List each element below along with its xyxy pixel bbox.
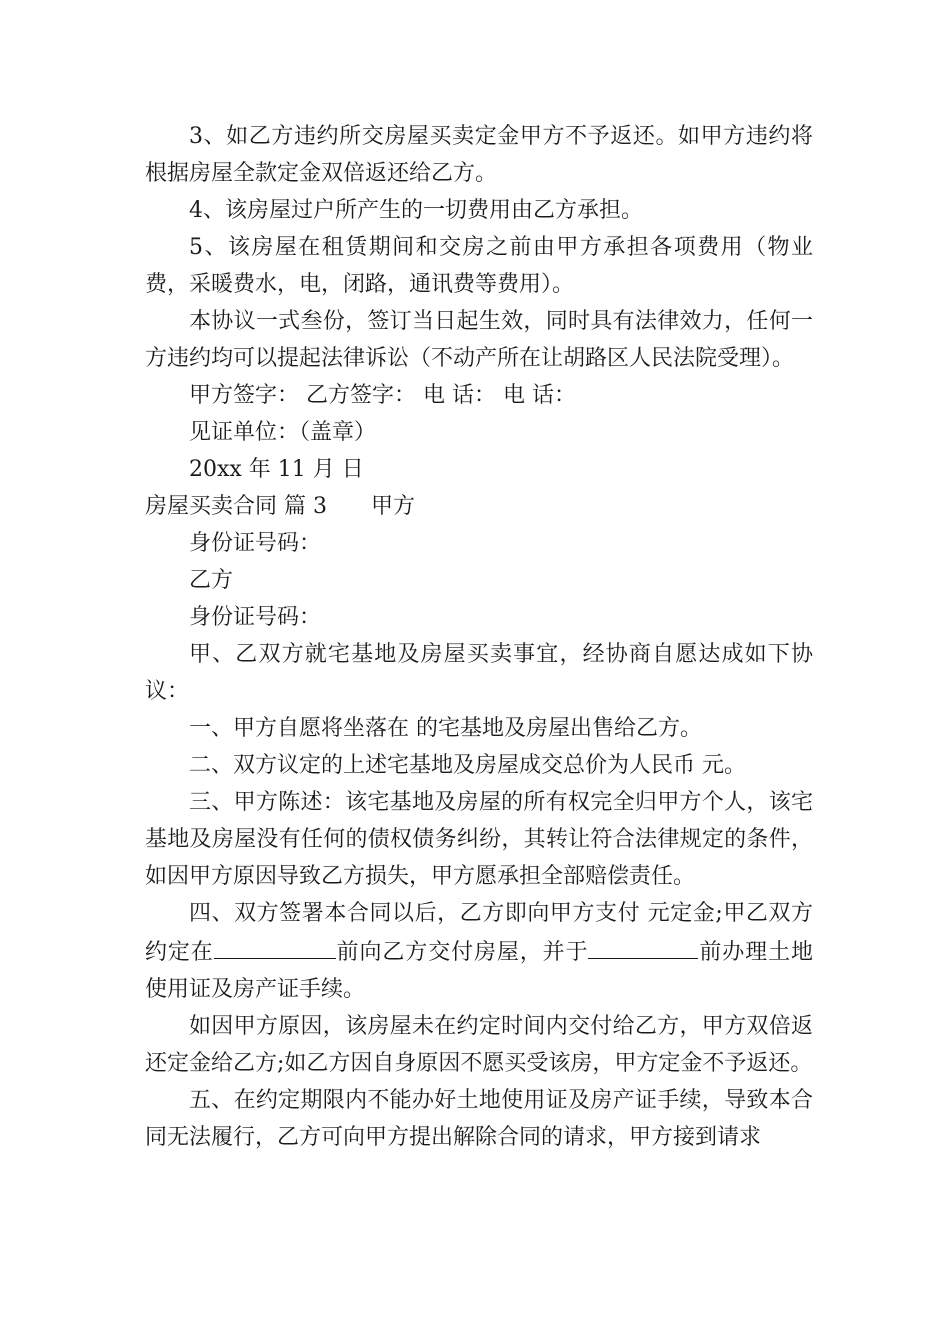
clause-5: 5、该房屋在租赁期间和交房之前由甲方承担各项费用（物业费，采暖费水，电，闭路，通讯费等费用）。 [145, 235, 813, 297]
article-3: 三、甲方陈述：该宅基地及房屋的所有权完全归甲方个人，该宅基地及房屋没有任何的债权债务纠纷，其转让符合法律规定的条件，如因甲方原因导致乙方损失，甲方愿承担全部赔偿责任。 [145, 790, 813, 889]
witness-unit: 见证单位：（盖章） [189, 420, 377, 445]
document-body [145, 118, 813, 1156]
fill-blank-certificate-date [588, 932, 698, 959]
article-1: 一、甲方自愿将坐落在 的宅基地及房屋出售给乙方。 [189, 716, 702, 741]
signature-line: 甲方签字： 乙方签字： 电 话： 电 话： [189, 383, 576, 408]
party-b-label: 乙方 [189, 568, 234, 593]
article-4-part-b: 前向乙方交付房屋，并于 [335, 940, 589, 965]
contract-heading [145, 488, 813, 525]
article-4 [145, 895, 813, 1008]
article-2: 二、双方议定的上述宅基地及房屋成交总价为人民币 元。 [189, 753, 746, 778]
party-a-id: 身份证号码： [189, 531, 322, 556]
date-line: 20xx 年 11 月 日 [189, 457, 364, 482]
agreement-validity: 本协议一式叁份，签订当日起生效，同时具有法律效力，任何一方违约均可以提起法律诉讼（不动产所在让胡路区人民法院受理）。 [145, 309, 813, 371]
article-5: 五、在约定期限内不能办好土地使用证及房产证手续，导致本合同无法履行，乙方可向甲方提出解除合同的请求，甲方接到请求 [145, 1088, 813, 1150]
contract-title: 房屋买卖合同 篇 3 [145, 494, 327, 519]
article-4-part-a: 四、双方签署本合同以后，乙方即向甲方支付 元定金;甲乙双方约定在 [145, 901, 813, 965]
agreement-intro: 甲、乙双方就宅基地及房屋买卖事宜，经协商自愿达成如下协议： [145, 642, 813, 704]
clause-4: 4、该房屋过户所产生的一切费用由乙方承担。 [189, 198, 643, 223]
party-b-id: 身份证号码： [189, 605, 322, 630]
party-a-label: 甲方 [370, 494, 415, 519]
fill-blank-delivery-date [214, 932, 336, 959]
article-4-part-c: 前办理土地使用证及房产证手续。 [145, 940, 813, 1002]
clause-3: 3、如乙方违约所交房屋买卖定金甲方不予返还。如甲方违约将根据房屋全款定金双倍返还给乙方。 [145, 124, 813, 186]
article-4-penalty: 如因甲方原因，该房屋未在约定时间内交付给乙方，甲方双倍返还定金给乙方;如乙方因自身原因不愿买受该房，甲方定金不予返还。 [145, 1014, 813, 1076]
